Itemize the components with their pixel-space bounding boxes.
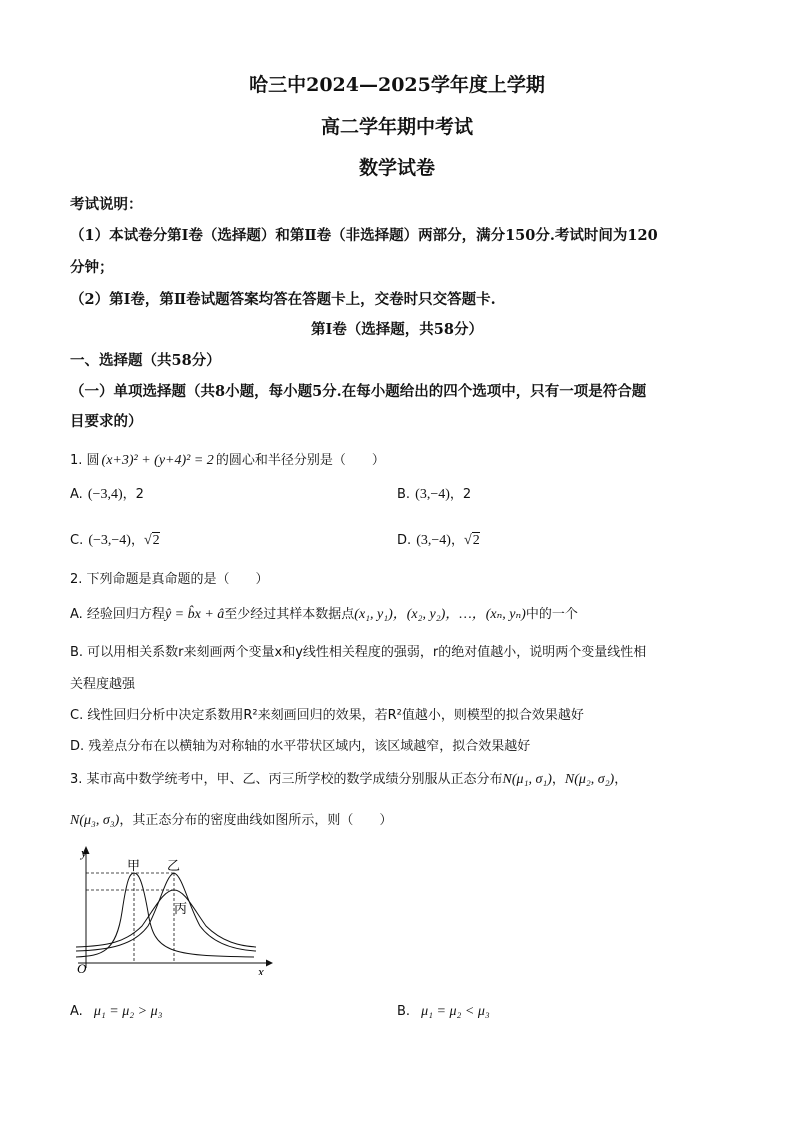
part1-title: 第Ⅰ卷（选择题，共58分） bbox=[311, 321, 483, 338]
section-heading: 一、选择题（共58分） bbox=[70, 352, 221, 369]
q3-sep: ， bbox=[551, 772, 565, 787]
x-axis-arrow bbox=[266, 960, 273, 967]
q2-option-c[interactable]: C. 线性回归分析中决定系数用R²来刻画回归的效果，若R²值越小，则模型的拟合效果越好 bbox=[70, 708, 584, 723]
q2-a-mid: 至少经过其样本数据点 bbox=[224, 607, 355, 622]
question-1 bbox=[70, 449, 385, 469]
instruction-1: （1）本试卷分第Ⅰ卷（选择题）和第Ⅱ卷（非选择题）两部分，满分150分.考试时间为120 bbox=[70, 227, 658, 244]
q1-option-b[interactable] bbox=[397, 483, 471, 503]
q1-option-d[interactable] bbox=[397, 529, 480, 549]
q2-option-a[interactable] bbox=[70, 603, 578, 623]
curve-label-yi: 乙 bbox=[167, 858, 181, 873]
q1-c-center: (−3,−4) bbox=[88, 533, 131, 548]
q1-suffix: 的圆心和半径分别是（ ） bbox=[215, 453, 385, 468]
q2-a-post: 中的一个 bbox=[525, 607, 578, 622]
question-3-cont bbox=[70, 809, 392, 829]
question-2: 2. 下列命题是真命题的是（ ） bbox=[70, 572, 269, 587]
q2-a-pre: A. 经验回归方程 bbox=[70, 607, 165, 622]
y-axis-label: y bbox=[81, 845, 87, 860]
q2-a-points: (x₁, y₁)，(x₂, y₂)，…，(xₙ, yₙ) bbox=[354, 607, 526, 622]
q2-a-equation: ŷ = b̂x + â bbox=[164, 607, 225, 622]
exam-subtitle: 高二学年期中考试 bbox=[320, 116, 473, 138]
q3-option-a[interactable] bbox=[70, 1000, 162, 1020]
q1-b-radius: ，2 bbox=[449, 487, 472, 502]
sqrt-symbol: √ bbox=[464, 533, 472, 548]
q1-a-radius: ，2 bbox=[122, 487, 144, 502]
option-label: C. bbox=[70, 533, 84, 548]
q3-dist-3: N(μ₃, σ₃) bbox=[70, 813, 120, 828]
q3-line2: ，其正态分布的密度曲线如图所示，则（ ） bbox=[119, 813, 393, 828]
q2-option-b[interactable]: B. 可以用相关系数r来刻画两个变量x和y线性相关程度的强弱，r的绝对值越小，说明两个变量线性相 bbox=[70, 645, 647, 660]
q1-c-radius: 2 bbox=[152, 533, 160, 548]
q1-option-a[interactable] bbox=[70, 483, 144, 503]
curve-yi bbox=[76, 890, 256, 947]
q3-dist-2: N(μ₂, σ₂) bbox=[564, 772, 615, 787]
origin-label: O bbox=[77, 961, 87, 975]
q2-option-d[interactable]: D. 残差点分布在以横轴为对称轴的水平带状区域内，该区域越窄，拟合效果越好 bbox=[70, 739, 531, 754]
instruction-2: （2）第Ⅰ卷，第Ⅱ卷试题答案均答在答题卡上，交卷时只交答题卡. bbox=[70, 291, 496, 308]
curve-label-bing: 丙 bbox=[174, 901, 188, 916]
q1-equation: (x+3)² + (y+4)² = 2 bbox=[101, 453, 214, 468]
exam-title: 哈三中2024—2025学年度上学期 bbox=[249, 74, 545, 96]
instruction-1-cont: 分钟； bbox=[70, 259, 114, 276]
q1-c-sep: ， bbox=[130, 533, 144, 548]
exam-subject: 数学试卷 bbox=[358, 157, 435, 179]
option-label: A. bbox=[70, 1004, 83, 1019]
instructions-heading: 考试说明： bbox=[70, 196, 143, 213]
q3-line1: 3. 某市高中数学统考中，甲、乙、丙三所学校的数学成绩分别服从正态分布 bbox=[70, 772, 503, 787]
q3-a-expression: μ₁ = μ₂ > μ₃ bbox=[93, 1004, 163, 1019]
q3-sep-end: ， bbox=[614, 772, 628, 787]
sqrt-symbol: √ bbox=[143, 533, 152, 548]
q1-prefix: 1. 圆 bbox=[70, 453, 100, 468]
q1-d-center: (3,−4) bbox=[416, 533, 451, 548]
option-label: B. bbox=[397, 1004, 411, 1019]
q3-option-b[interactable] bbox=[397, 1000, 490, 1020]
subsection-heading: （一）单项选择题（共8小题，每小题5分.在每小题给出的四个选项中，只有一项是符合题 bbox=[70, 383, 647, 400]
q1-option-c[interactable] bbox=[70, 529, 160, 549]
q3-dist-1: N(μ₁, σ₁) bbox=[502, 772, 552, 787]
q2-option-b-cont: 关程度越强 bbox=[70, 677, 136, 692]
q1-b-center: (3,−4) bbox=[415, 487, 450, 502]
option-label: D. bbox=[397, 533, 412, 548]
option-label: A. bbox=[70, 487, 83, 502]
curve-label-jia: 甲 bbox=[127, 858, 141, 873]
subsection-heading-cont: 目要求的） bbox=[70, 413, 143, 430]
normal-curves-figure bbox=[70, 840, 280, 975]
q1-a-center: (−3,4) bbox=[87, 487, 123, 502]
question-3 bbox=[70, 768, 627, 788]
q1-d-sep: ， bbox=[450, 533, 464, 548]
x-axis-label: x bbox=[258, 964, 264, 975]
q3-b-expression: μ₁ = μ₂ < μ₃ bbox=[421, 1004, 490, 1019]
curve-bing bbox=[76, 873, 256, 951]
q1-d-radius: 2 bbox=[472, 533, 480, 548]
option-label: B. bbox=[397, 487, 411, 502]
